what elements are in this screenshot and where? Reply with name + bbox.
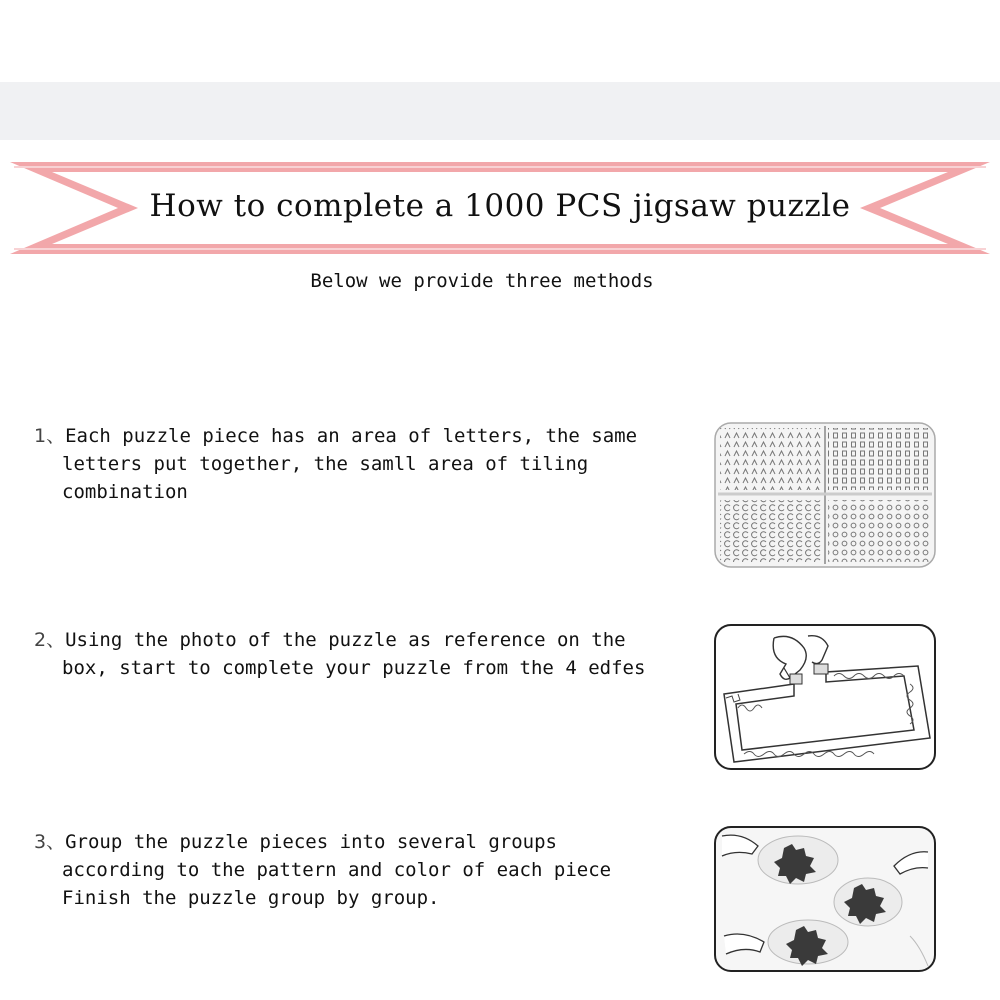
step-3-line-2: according to the pattern and color of each piece [62,859,612,881]
edge-assembly-image [714,624,936,770]
step-2-text [34,626,734,682]
step-3-number: 3、 [34,831,66,853]
step-2-line-1: Using the photo of the puzzle as reference on the [65,629,626,651]
step-1-line-2: letters put together, the samll area of tiling [62,453,589,475]
step-2-line-2: box, start to complete your puzzle from the 4 edfes [62,657,646,679]
grouping-pieces-image [714,826,936,972]
step-3-line-3: Finish the puzzle group by group. [62,887,440,909]
subtitle: Below we provide three methods [310,270,654,292]
step-1-text [34,422,734,506]
step-3-text [34,828,734,912]
step-1-line-3: combination [62,481,188,503]
step-3-line-1: Group the puzzle pieces into several groups [65,831,557,853]
step-1-line-1: Each puzzle piece has an area of letters, the same [65,425,638,447]
banner-title: How to complete a 1000 PCS jigsaw puzzle [149,188,851,224]
top-gray-band [0,82,1000,140]
step-2-number: 2、 [34,629,66,651]
step-1-number: 1、 [34,425,66,447]
letter-area-sorting-tray-image [714,422,936,568]
